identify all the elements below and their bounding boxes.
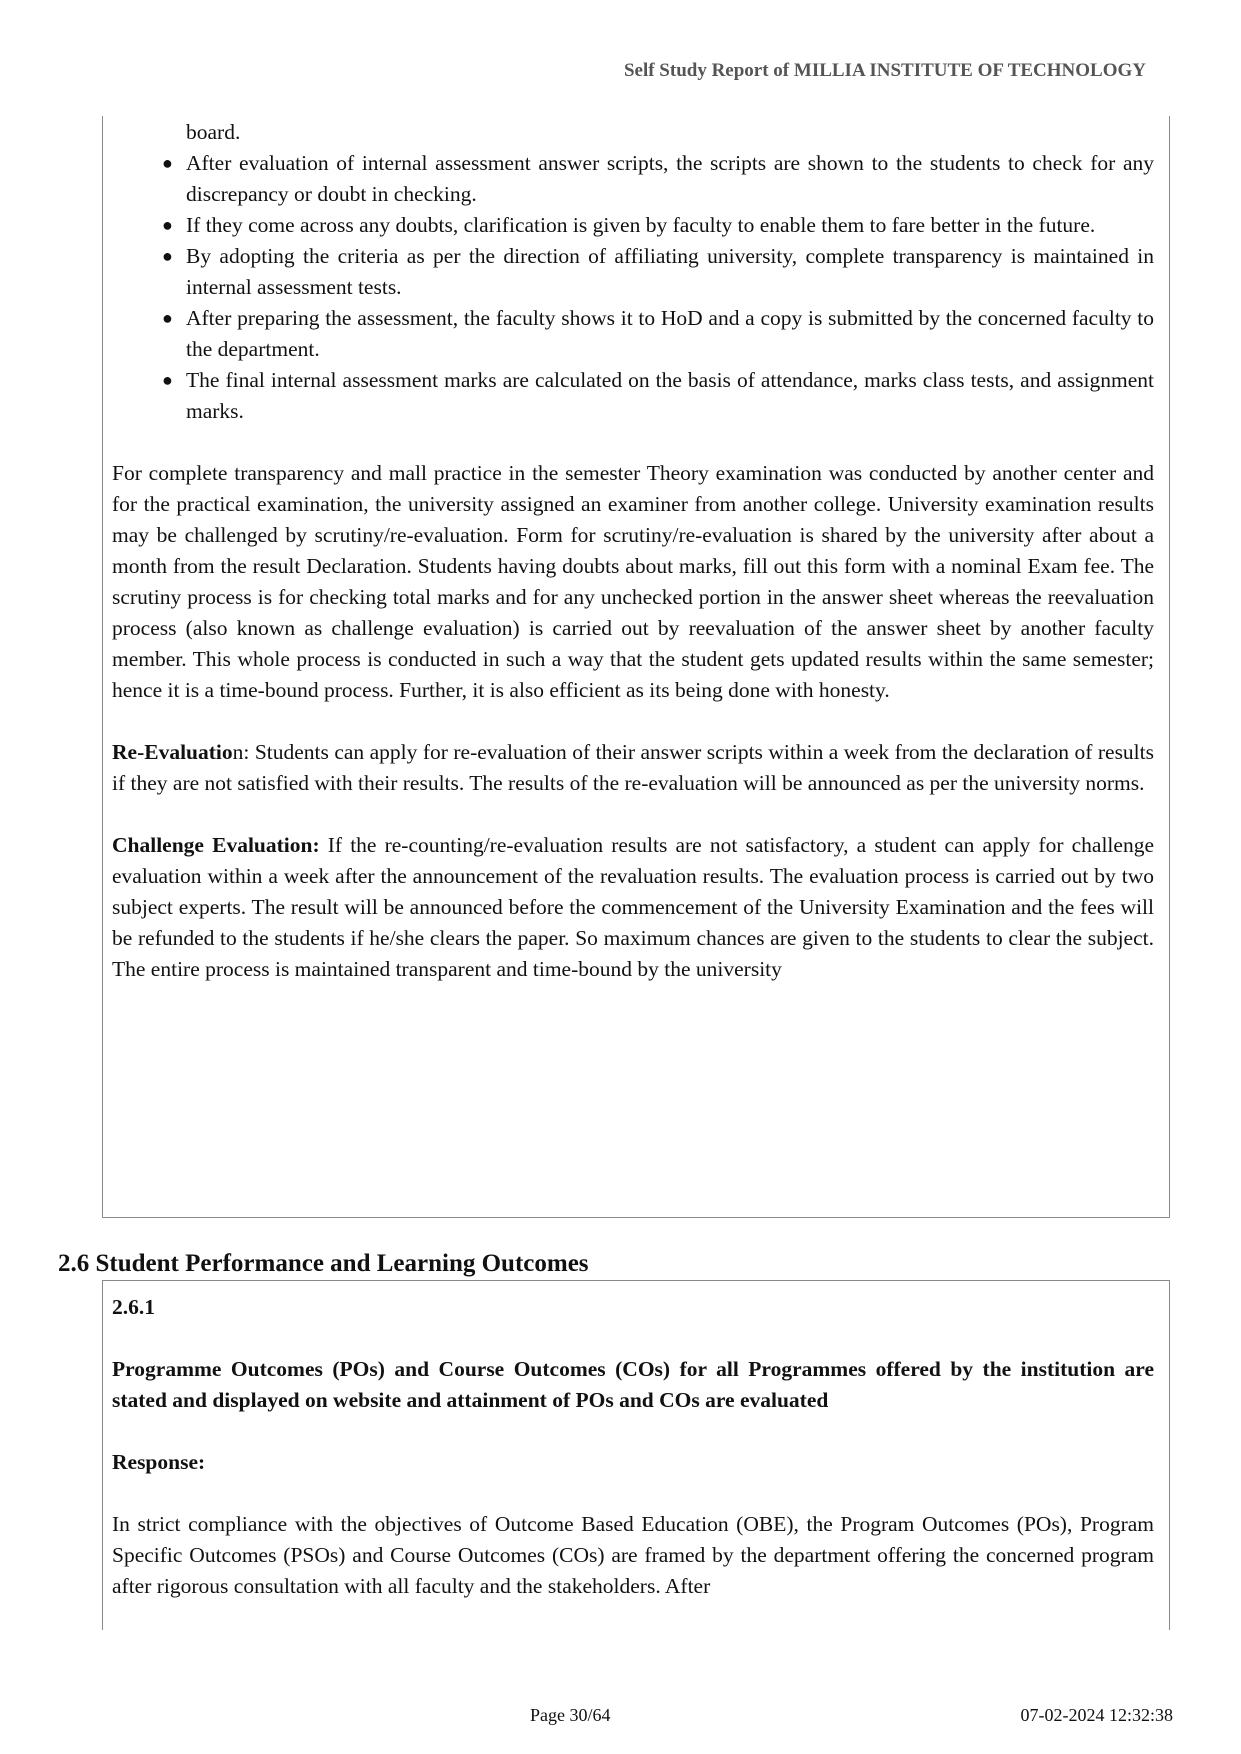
top-section-content — [112, 117, 1154, 985]
reevaluation-paragraph — [112, 737, 1154, 799]
bullet-icon: ● — [162, 370, 173, 390]
challenge-label: Challenge Evaluation: — [112, 833, 320, 857]
list-item: ● If they come across any doubts, clarification is given by faculty to enable them to fare better in the future. — [112, 210, 1154, 241]
bullet-icon: ● — [162, 215, 173, 235]
timestamp: 07-02-2024 12:32:38 — [1020, 1705, 1173, 1725]
bullet-icon: ● — [162, 308, 173, 328]
transparency-paragraph: For complete transparency and mall practice in the semester Theory examination was conducted by another center and for the practical examination, the university assigned an examiner from another college. University examination results may be challenged by scrutiny/re-evaluation. Form for scrutiny/re-evaluation is shared by the university after about a month from the result Declaration. Students having doubts about marks, fill out this form with a nominal Exam fee. The scrutiny process is for checking total marks and for any unchecked portion in the answer sheet whereas the reevaluation process (also known as challenge evaluation) is carried out by reevaluation of the answer sheet by another faculty member. This whole process is conducted in such a way that the student gets updated results within the same semester; hence it is a time-bound process. Further, it is also efficient as its being done with honesty. — [112, 461, 1154, 702]
response-label: Response: — [112, 1450, 206, 1474]
page-header: Self Study Report of MILLIA INSTITUTE OF TECHNOLOGY — [623, 60, 1146, 81]
challenge-paragraph — [112, 830, 1154, 985]
metric-content — [112, 1292, 1154, 1602]
continuation-text: board. — [186, 120, 241, 144]
list-item: ● By adopting the criteria as per the direction of affiliating university, complete transparency is maintained in internal assessment tests. — [112, 241, 1154, 303]
list-item: ● After evaluation of internal assessment answer scripts, the scripts are shown to the students to check for any discrepancy or doubt in checking. — [112, 148, 1154, 210]
list-item: ● The final internal assessment marks are calculated on the basis of attendance, marks class tests, and assignment marks. — [112, 365, 1154, 427]
challenge-text: If the re-counting/re-evaluation results are not satisfactory, a student can apply for challenge evaluation within a week after the announcement of the revaluation results. The evaluation process is carried out by two subject experts. The result will be announced before the commencement of the University Examination and the fees will be refunded to the students if he/she clears the paper. So maximum chances are given to the students to clear the subject. The entire process is maintained transparent and time-bound by the university — [112, 833, 1154, 981]
reevaluation-text: n: Students can apply for re-evaluation of their answer scripts within a week from the declaration of results if they are not satisfied with their results. The results of the re-evaluation will be announced as per the university norms. — [112, 740, 1154, 795]
metric-title: Programme Outcomes (POs) and Course Outcomes (COs) for all Programmes offered by the institution are stated and displayed on website and attainment of POs and COs are evaluated — [112, 1357, 1154, 1412]
page-number: Page 30/64 — [530, 1705, 611, 1725]
response-text: In strict compliance with the objectives of Outcome Based Education (OBE), the Program Outcomes (POs), Program Specific Outcomes (PSOs) and Course Outcomes (COs) are framed by the department offering the concerned program after rigorous consultation with all faculty and the stakeholders. After — [112, 1512, 1154, 1598]
bullet-icon: ● — [162, 246, 173, 266]
list-item: ● After preparing the assessment, the faculty shows it to HoD and a copy is submitted by the concerned faculty to the department. — [112, 303, 1154, 365]
section-title: 2.6 Student Performance and Learning Outcomes — [58, 1250, 589, 1277]
bullet-icon: ● — [162, 153, 173, 173]
reevaluation-label: Re-Evaluatio — [112, 740, 233, 764]
metric-id: 2.6.1 — [112, 1295, 155, 1319]
bullet-list — [112, 148, 1154, 427]
